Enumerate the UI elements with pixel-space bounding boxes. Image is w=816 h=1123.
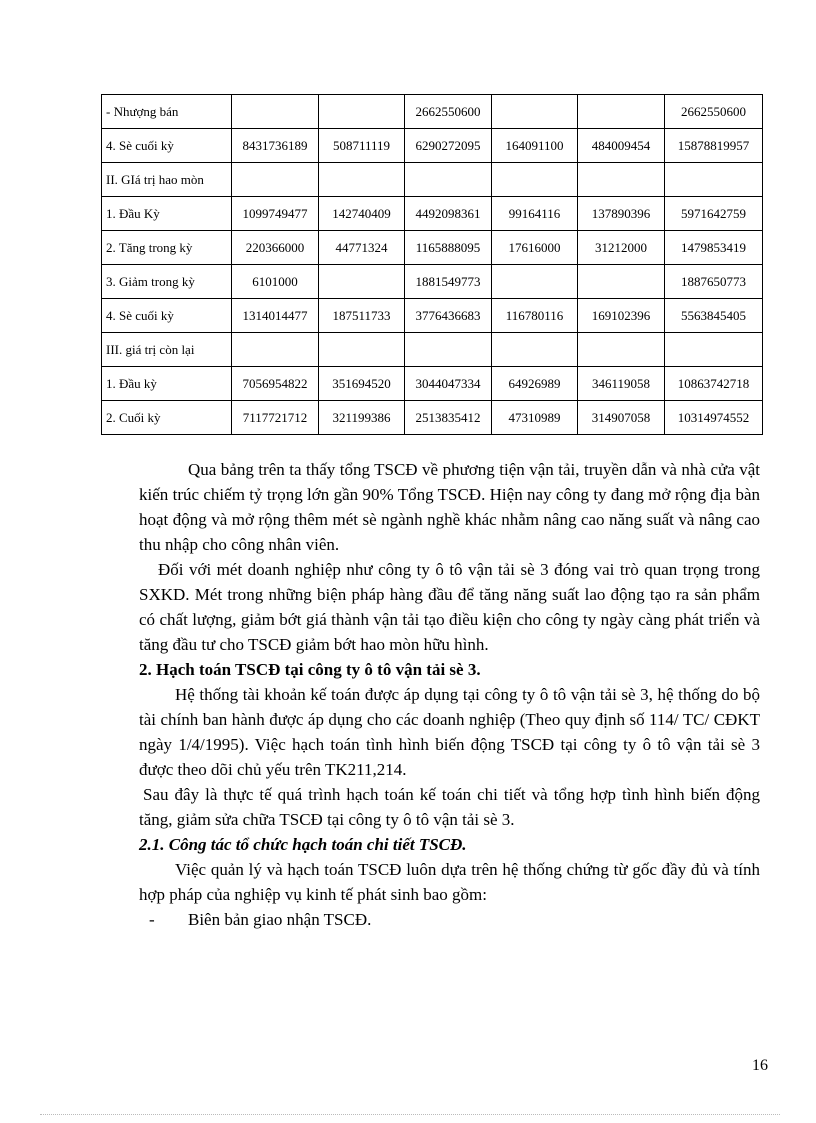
value-cell: 5971642759 <box>665 197 763 231</box>
row-label: 4. Sè cuối kỳ <box>102 129 232 163</box>
row-label: III. giá trị còn lại <box>102 333 232 367</box>
value-cell: 5563845405 <box>665 299 763 333</box>
value-cell: 169102396 <box>578 299 665 333</box>
fixed-asset-table <box>101 94 763 435</box>
row-label: 4. Sè cuối kỳ <box>102 299 232 333</box>
row-label: 3. Giảm trong kỳ <box>102 265 232 299</box>
value-cell <box>232 95 319 129</box>
value-cell <box>578 265 665 299</box>
value-cell <box>232 163 319 197</box>
value-cell <box>665 333 763 367</box>
value-cell: 8431736189 <box>232 129 319 163</box>
value-cell: 351694520 <box>319 367 405 401</box>
value-cell: 64926989 <box>492 367 578 401</box>
value-cell: 1099749477 <box>232 197 319 231</box>
value-cell: 346119058 <box>578 367 665 401</box>
table-row <box>102 197 763 231</box>
value-cell: 10314974552 <box>665 401 763 435</box>
value-cell <box>578 333 665 367</box>
value-cell: 99164116 <box>492 197 578 231</box>
table-row <box>102 163 763 197</box>
value-cell <box>405 333 492 367</box>
value-cell <box>492 333 578 367</box>
value-cell <box>319 95 405 129</box>
value-cell: 44771324 <box>319 231 405 265</box>
row-label: 2. Cuối kỳ <box>102 401 232 435</box>
table-row <box>102 129 763 163</box>
table-body <box>102 95 763 435</box>
table-row <box>102 299 763 333</box>
value-cell <box>319 163 405 197</box>
value-cell: 2662550600 <box>405 95 492 129</box>
value-cell: 3776436683 <box>405 299 492 333</box>
footer-divider <box>40 1114 780 1115</box>
value-cell <box>665 163 763 197</box>
value-cell: 31212000 <box>578 231 665 265</box>
body-text <box>139 457 760 932</box>
value-cell <box>492 163 578 197</box>
section-heading-2: 2. Hạch toán TSCĐ tại công ty ô tô vận tải sè 3. <box>139 660 481 679</box>
value-cell: 17616000 <box>492 231 578 265</box>
value-cell: 1165888095 <box>405 231 492 265</box>
page-number: 16 <box>752 1057 768 1074</box>
row-label: 1. Đầu kỳ <box>102 367 232 401</box>
row-label: - Nhượng bán <box>102 95 232 129</box>
value-cell: 1314014477 <box>232 299 319 333</box>
value-cell: 1887650773 <box>665 265 763 299</box>
section-heading-2-1: 2.1. Công tác tổ chức hạch toán chi tiết TSCĐ. <box>139 835 467 854</box>
table-row <box>102 367 763 401</box>
table-row <box>102 231 763 265</box>
value-cell: 7117721712 <box>232 401 319 435</box>
value-cell: 6290272095 <box>405 129 492 163</box>
table-row <box>102 333 763 367</box>
value-cell: 47310989 <box>492 401 578 435</box>
value-cell: 1479853419 <box>665 231 763 265</box>
value-cell <box>232 333 319 367</box>
paragraph-3: Hệ thống tài khoản kế toán được áp dụng tại công ty ô tô vận tải sè 3, hệ thống do bộ tài chính ban hành được áp dụng cho các doanh nghiệp (Theo quy định số 114/ TC/ CĐKT ngày 1/4/1995). Việc hạch toán tình hình biến động TSCĐ tại công ty ô tô vận tải sè 3 được theo dõi chủ yếu trên TK211,214. <box>139 685 760 779</box>
row-label: 1. Đầu Kỳ <box>102 197 232 231</box>
value-cell <box>492 95 578 129</box>
value-cell: 4492098361 <box>405 197 492 231</box>
value-cell: 164091100 <box>492 129 578 163</box>
table-row <box>102 265 763 299</box>
value-cell: 6101000 <box>232 265 319 299</box>
value-cell <box>578 95 665 129</box>
value-cell <box>492 265 578 299</box>
row-label: II. GIá trị hao mòn <box>102 163 232 197</box>
value-cell: 137890396 <box>578 197 665 231</box>
paragraph-1: Qua bảng trên ta thấy tổng TSCĐ về phương tiện vận tải, truyền dẫn và nhà cửa vật kiến trúc chiếm tỷ trọng lớn gần 90% Tổng TSCĐ. Hiện nay công ty đang mở rộng địa bàn hoạt động và mở rộng thêm mét sè ngành nghề khác nhằm nâng cao năng suất và nâng cao thu nhập cho công nhân viên. <box>139 460 760 554</box>
paragraph-2: Đối với mét doanh nghiệp như công ty ô tô vận tải sè 3 đóng vai trò quan trọng trong SXKD. Mét trong những biện pháp hàng đầu để tăng năng suất lao động tạo ra sản phẩm có chất lượng, giảm bớt giá thành vận tải tạo điều kiện cho công ty ngày càng phát triển và tăng đầu tư cho TSCĐ giảm bớt hao mòn hữu hình. <box>139 560 760 654</box>
value-cell: 321199386 <box>319 401 405 435</box>
asset-table-section <box>101 94 762 435</box>
value-cell <box>405 163 492 197</box>
value-cell: 7056954822 <box>232 367 319 401</box>
value-cell: 15878819957 <box>665 129 763 163</box>
value-cell <box>319 265 405 299</box>
table-row <box>102 401 763 435</box>
value-cell: 187511733 <box>319 299 405 333</box>
value-cell: 220366000 <box>232 231 319 265</box>
row-label: 2. Tăng trong kỳ <box>102 231 232 265</box>
paragraph-4: Sau đây là thực tế quá trình hạch toán kế toán chi tiết và tổng hợp tình hình biến động tăng, giảm sửa chữa TSCĐ tại công ty ô tô vận tải sè 3. <box>139 785 760 829</box>
value-cell: 3044047334 <box>405 367 492 401</box>
value-cell: 10863742718 <box>665 367 763 401</box>
value-cell: 116780116 <box>492 299 578 333</box>
table-row <box>102 95 763 129</box>
value-cell: 484009454 <box>578 129 665 163</box>
paragraph-5: Việc quản lý và hạch toán TSCĐ luôn dựa trên hệ thống chứng từ gốc đầy đủ và tính hợp pháp của nghiệp vụ kinh tế phát sinh bao gồm: <box>139 860 760 904</box>
bullet-item <box>139 907 760 932</box>
value-cell: 142740409 <box>319 197 405 231</box>
value-cell: 314907058 <box>578 401 665 435</box>
value-cell: 2662550600 <box>665 95 763 129</box>
bullet-dash: - <box>149 910 155 929</box>
value-cell <box>578 163 665 197</box>
value-cell: 1881549773 <box>405 265 492 299</box>
value-cell <box>319 333 405 367</box>
bullet-text: Biên bản giao nhận TSCĐ. <box>188 910 372 929</box>
value-cell: 508711119 <box>319 129 405 163</box>
value-cell: 2513835412 <box>405 401 492 435</box>
